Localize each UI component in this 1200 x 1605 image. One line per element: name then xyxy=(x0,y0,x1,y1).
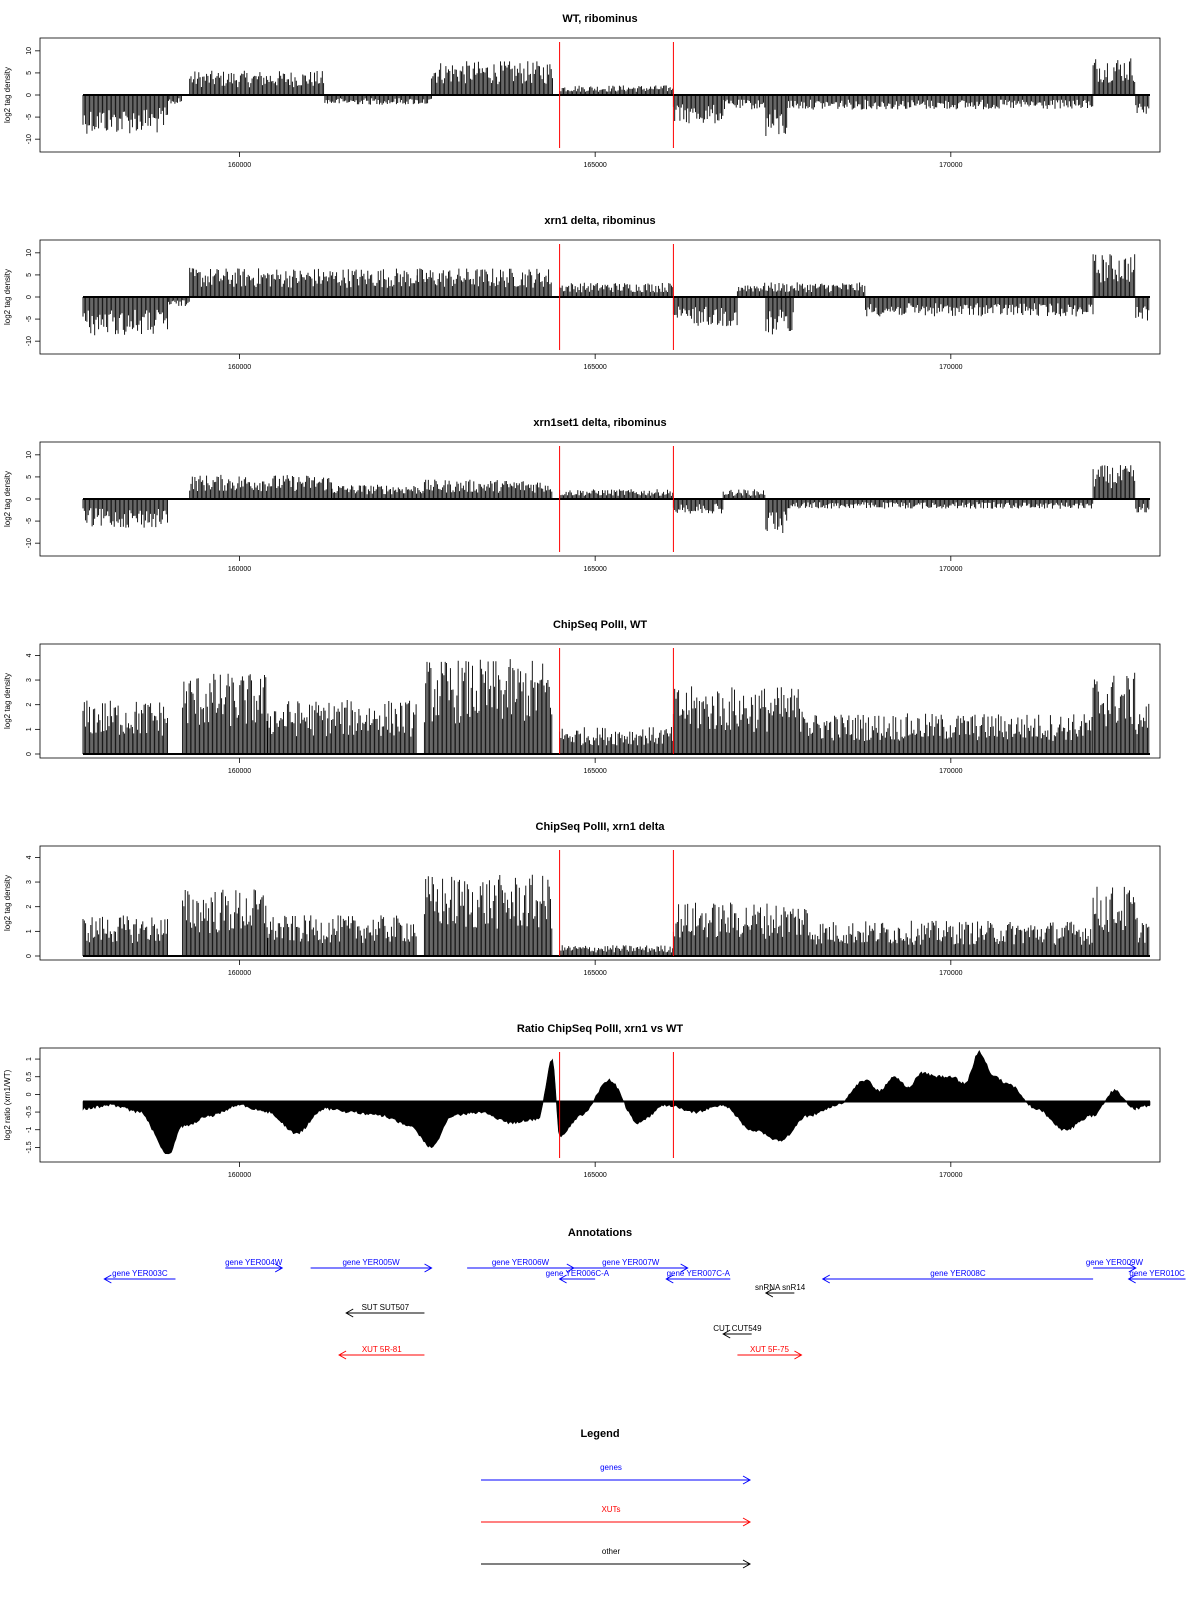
signal-bars xyxy=(83,95,168,134)
x-tick-label: 165000 xyxy=(583,566,607,573)
signal-bars xyxy=(268,700,416,754)
signal-series xyxy=(83,58,1149,136)
signal-bars xyxy=(190,475,332,499)
signal-bars xyxy=(190,71,324,95)
annotation-label: gene YER006W xyxy=(491,1258,550,1267)
annotation-label: gene YER003C xyxy=(112,1269,168,1278)
signal-bars xyxy=(1136,297,1149,321)
y-tick-label: 4 xyxy=(26,855,33,860)
signal-bars xyxy=(723,489,765,499)
signal-bars xyxy=(168,95,181,104)
y-axis-label: log2 tag density xyxy=(3,874,12,932)
x-tick-label: 160000 xyxy=(227,970,252,977)
legend-panel xyxy=(481,1428,750,1568)
annotation-xuts xyxy=(339,1345,424,1359)
y-tick-label: 5 xyxy=(26,474,33,479)
y-tick-label: 0 xyxy=(26,497,33,501)
signal-bars xyxy=(424,875,551,956)
y-tick-label: 0 xyxy=(26,954,33,958)
signal-bars xyxy=(83,297,168,335)
y-tick-label: 0 xyxy=(26,752,33,756)
signal-bars xyxy=(190,268,418,297)
x-tick-label: 165000 xyxy=(583,768,607,775)
legend-label: genes xyxy=(600,1463,622,1472)
panel-title: xrn1set1 delta, ribominus xyxy=(533,417,667,429)
annotation-label: snRNA snR14 xyxy=(754,1283,806,1292)
signal-bars xyxy=(766,297,793,334)
y-tick-label: -1.5 xyxy=(26,1141,33,1154)
signal-bars xyxy=(560,86,673,96)
signal-bars xyxy=(83,701,168,754)
y-tick-label: 0.5 xyxy=(26,1071,33,1082)
x-tick-label: 170000 xyxy=(939,970,963,977)
x-tick-label: 170000 xyxy=(939,162,963,169)
signal-bars xyxy=(325,95,432,105)
x-tick-label: 165000 xyxy=(583,364,607,371)
signal-series xyxy=(83,875,1149,956)
annotation-label: gene YER007W xyxy=(602,1258,660,1267)
annotation-genes xyxy=(225,1258,283,1272)
x-tick-label: 160000 xyxy=(227,1172,252,1179)
y-tick-label: 3 xyxy=(26,678,33,682)
x-tick-label: 160000 xyxy=(227,364,252,371)
panel-title: Ratio ChipSeq PolII, xrn1 vs WT xyxy=(516,1023,684,1035)
y-tick-label: 5 xyxy=(26,272,33,277)
y-tick-label: -5 xyxy=(26,517,33,525)
legend-label: other xyxy=(601,1547,621,1556)
x-tick-label: 165000 xyxy=(583,162,607,169)
signal-bars xyxy=(560,489,673,499)
y-tick-label: -1 xyxy=(26,1126,33,1133)
annotation-other xyxy=(755,1283,806,1297)
signal-bars xyxy=(332,485,424,499)
y-tick-label: 2 xyxy=(26,904,33,909)
signal-bars xyxy=(673,499,722,514)
annotation-genes xyxy=(823,1269,1093,1283)
signal-bars xyxy=(560,727,673,754)
annotation-label: gene YER008C xyxy=(930,1269,986,1278)
signal-bars xyxy=(766,95,787,136)
signal-series xyxy=(83,254,1149,335)
x-tick-label: 165000 xyxy=(583,1172,607,1179)
annotation-label: CUT CUT549 xyxy=(713,1324,762,1333)
signal-bars xyxy=(83,916,168,957)
x-tick-label: 160000 xyxy=(227,768,252,775)
annotations-title: Annotations xyxy=(567,1227,633,1239)
annotation-genes xyxy=(1129,1269,1186,1283)
y-tick-label: 2 xyxy=(26,702,33,707)
panel-5 xyxy=(3,821,1160,977)
y-tick-label: 10 xyxy=(26,450,33,459)
signal-bars xyxy=(424,480,551,499)
signal-bars xyxy=(1093,254,1135,297)
annotation-label: gene YER007C-A xyxy=(666,1269,731,1278)
annotation-label: gene YER009W xyxy=(1085,1258,1144,1267)
signal-bars xyxy=(417,269,551,298)
annotation-label: gene YER006C-A xyxy=(545,1269,610,1278)
signal-bars xyxy=(168,297,189,306)
signal-bars xyxy=(183,890,268,957)
panel-2 xyxy=(3,215,1160,371)
annotation-other xyxy=(346,1303,424,1317)
annotations-panel xyxy=(104,1227,1185,1359)
y-tick-label: 3 xyxy=(26,880,33,884)
signal-bars xyxy=(723,95,765,109)
y-tick-label: -5 xyxy=(26,315,33,323)
signal-bars xyxy=(673,903,807,956)
signal-bars xyxy=(673,686,807,754)
x-tick-label: 170000 xyxy=(939,1172,963,1179)
y-tick-label: 0 xyxy=(26,1092,33,1097)
signal-bars xyxy=(1093,465,1135,499)
signal-bars xyxy=(1136,918,1149,956)
signal-bars xyxy=(1136,704,1149,754)
signal-bars xyxy=(866,297,1094,316)
y-tick-label: -0.5 xyxy=(26,1106,33,1119)
x-tick-label: 170000 xyxy=(939,768,963,775)
annotation-genes xyxy=(104,1269,175,1283)
annotation-genes xyxy=(666,1269,730,1283)
panel-3 xyxy=(3,417,1160,573)
x-tick-label: 170000 xyxy=(939,364,963,371)
y-tick-label: 1 xyxy=(26,727,33,732)
y-tick-label: -10 xyxy=(26,134,33,145)
x-tick-label: 165000 xyxy=(583,970,607,977)
annotation-genes xyxy=(311,1258,432,1272)
legend-title: Legend xyxy=(580,1428,620,1440)
y-axis-label: log2 tag density xyxy=(3,672,12,730)
signal-bars xyxy=(560,283,673,297)
panel-title: ChipSeq PolII, WT xyxy=(552,619,648,631)
y-tick-label: 5 xyxy=(26,70,33,75)
y-tick-label: 1 xyxy=(26,929,33,934)
signal-bars xyxy=(737,282,864,297)
signal-bars xyxy=(560,945,673,956)
y-tick-label: -10 xyxy=(26,336,33,347)
annotation-xuts xyxy=(737,1345,801,1359)
signal-bars xyxy=(673,297,737,326)
y-tick-label: 4 xyxy=(26,653,33,658)
signal-bars xyxy=(1136,499,1149,512)
y-tick-label: 10 xyxy=(26,248,33,257)
annotation-label: SUT SUT507 xyxy=(361,1303,410,1312)
signal-bars xyxy=(809,921,1092,956)
signal-bars xyxy=(1093,673,1135,754)
panel-title: ChipSeq PolII, xrn1 delta xyxy=(535,821,665,833)
signal-bars xyxy=(787,499,1092,509)
annotation-other xyxy=(713,1324,762,1338)
signal-bars xyxy=(809,713,1092,754)
panel-title: xrn1 delta, ribominus xyxy=(544,215,656,227)
y-tick-label: 0 xyxy=(26,295,33,299)
signal-series xyxy=(83,659,1149,754)
x-tick-label: 170000 xyxy=(939,566,963,573)
annotation-label: XUT 5F-75 xyxy=(749,1345,789,1354)
signal-bars xyxy=(424,659,551,754)
annotation-label: gene YER005W xyxy=(342,1258,400,1267)
x-tick-label: 160000 xyxy=(227,566,252,573)
legend-label: XUTs xyxy=(601,1505,621,1514)
panel-6 xyxy=(3,1023,1160,1179)
signal-bars xyxy=(183,674,268,754)
panel-1 xyxy=(3,13,1160,169)
y-tick-label: -5 xyxy=(26,113,33,121)
y-axis-label: log2 tag density xyxy=(3,268,12,326)
y-axis-label: log2 tag density xyxy=(3,470,12,528)
y-axis-label: log2 ratio (xrn1/WT) xyxy=(3,1069,12,1141)
y-axis-label: log2 tag density xyxy=(3,66,12,124)
y-tick-label: 10 xyxy=(26,46,33,55)
annotation-genes xyxy=(546,1269,610,1283)
y-tick-label: 0 xyxy=(26,93,33,97)
signal-bars xyxy=(1093,58,1135,95)
panel-title: WT, ribominus xyxy=(562,13,638,25)
signal-bars xyxy=(673,95,722,123)
signal-bars xyxy=(83,499,168,528)
x-tick-label: 160000 xyxy=(227,162,252,169)
signal-bars xyxy=(1093,887,1135,956)
annotation-label: gene YER010C xyxy=(1129,1269,1185,1278)
panel-4 xyxy=(3,619,1160,775)
signal-bars xyxy=(1136,95,1149,114)
annotation-label: XUT 5R-81 xyxy=(361,1345,402,1354)
signal-bars xyxy=(787,95,1092,110)
y-tick-label: -10 xyxy=(26,538,33,549)
y-tick-label: 1 xyxy=(26,1057,33,1062)
signal-bars xyxy=(432,61,553,95)
annotation-label: gene YER004W xyxy=(225,1258,283,1267)
signal-bars xyxy=(766,499,787,533)
signal-bars xyxy=(268,915,416,956)
